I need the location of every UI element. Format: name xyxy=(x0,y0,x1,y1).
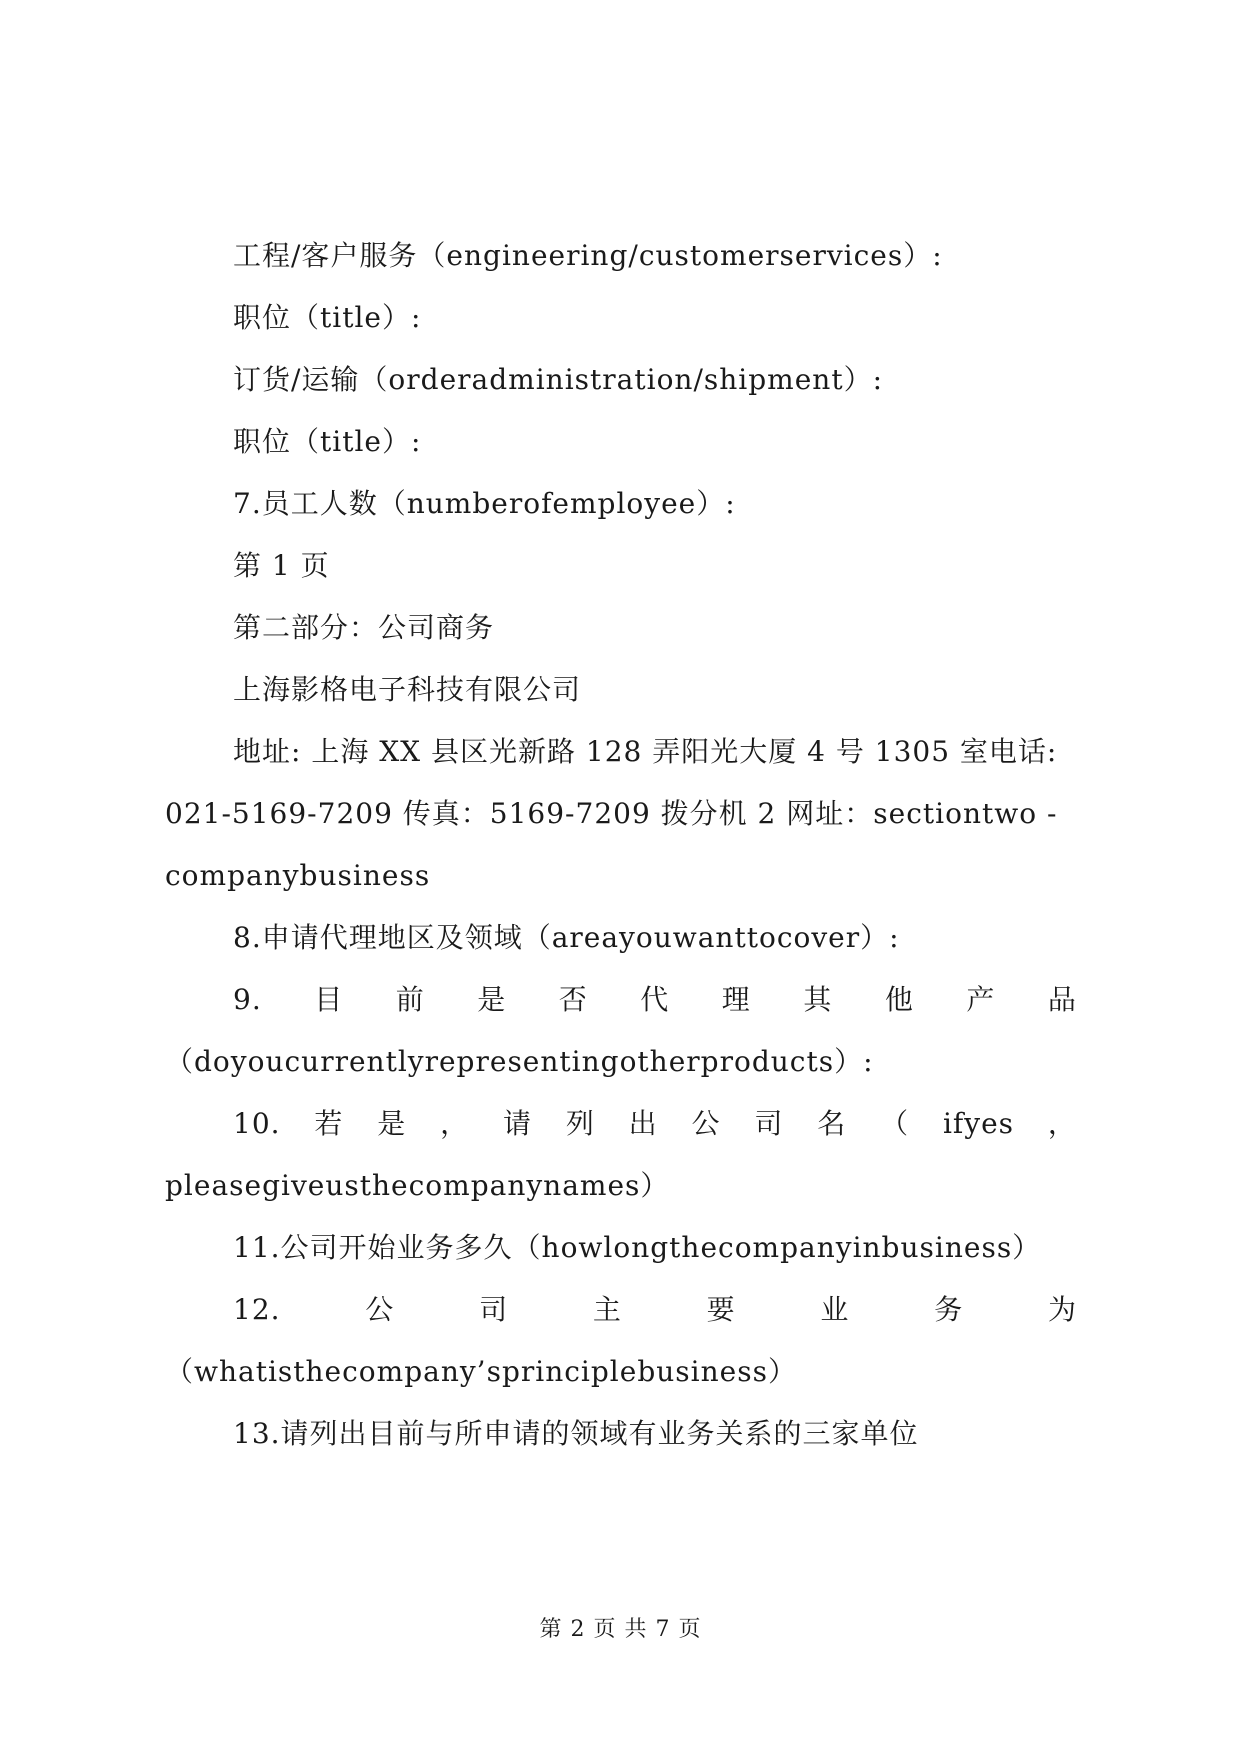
item-9-token: 否 xyxy=(558,983,588,1016)
line-order-shipment: 订货/运输（orderadministration/shipment）: xyxy=(233,363,884,396)
item-12-continuation: （whatisthecompany’sprinciplebusiness） xyxy=(165,1355,797,1388)
item-10-token: 10. xyxy=(233,1107,281,1140)
address-line-3: companybusiness xyxy=(165,859,431,892)
item-10-token: 若 xyxy=(314,1107,344,1140)
item-10-token: 司 xyxy=(754,1107,784,1140)
item-10-token: 列 xyxy=(565,1107,595,1140)
section-heading: 第二部分：公司商务 xyxy=(233,611,495,644)
item-10-token: 是 xyxy=(377,1107,407,1140)
item-9-token: 理 xyxy=(721,983,751,1016)
item-9-token: 其 xyxy=(803,983,833,1016)
item-10-continuation: pleasegiveusthecompanynames） xyxy=(165,1169,670,1202)
item-9-continuation: （doyoucurrentlyrepresentingotherproducts）: xyxy=(165,1045,874,1078)
document-body xyxy=(165,225,1077,1465)
item-12-token: 要 xyxy=(706,1293,736,1326)
item-10-token: ， xyxy=(440,1107,470,1140)
item-12-token: 公 xyxy=(365,1293,395,1326)
item-10-token: 公 xyxy=(691,1107,721,1140)
address-line-2: 021-5169-7209 传真：5169-7209 拨分机 2 网址：sectiontwo - xyxy=(165,797,1058,830)
item-12-spread xyxy=(165,1279,1077,1341)
item-9-token: 代 xyxy=(640,983,670,1016)
line-page-marker: 第 1 页 xyxy=(233,549,330,582)
item-9-token: 品 xyxy=(1047,983,1077,1016)
item-10-spread xyxy=(165,1093,1077,1155)
item-9-token: 产 xyxy=(966,983,996,1016)
item-9-token: 9. xyxy=(233,983,262,1016)
item-12-token: 司 xyxy=(479,1293,509,1326)
item-10-token: ifyes xyxy=(942,1107,1015,1140)
line-engineering: 工程/客户服务（engineering/customerservices）: xyxy=(233,239,943,272)
item-12-token: 务 xyxy=(934,1293,964,1326)
item-12-token: 为 xyxy=(1047,1293,1077,1326)
item-10-token: （ xyxy=(880,1107,910,1140)
item-10-token: 名 xyxy=(817,1107,847,1140)
item-9-spread xyxy=(165,969,1077,1031)
company-name: 上海影格电子科技有限公司 xyxy=(233,673,582,706)
item-11: 11.公司开始业务多久（howlongthecompanyinbusiness） xyxy=(233,1231,1042,1264)
address-line-1: 地址: 上海 XX 县区光新路 128 弄阳光大厦 4 号 1305 室电话: xyxy=(233,735,1058,768)
item-9-token: 是 xyxy=(477,983,507,1016)
item-9-token: 目 xyxy=(314,983,344,1016)
item-12-token: 12. xyxy=(233,1293,281,1326)
page-footer: 第 2 页 共 7 页 xyxy=(539,1617,702,1642)
item-10-token: 请 xyxy=(502,1107,532,1140)
item-9-token: 他 xyxy=(884,983,914,1016)
item-8: 8.申请代理地区及领域（areayouwanttocover）: xyxy=(233,921,900,954)
item-10-token: 出 xyxy=(628,1107,658,1140)
item-9-token: 前 xyxy=(395,983,425,1016)
item-12-token: 主 xyxy=(592,1293,622,1326)
item-13: 13.请列出目前与所申请的领域有业务关系的三家单位 xyxy=(233,1417,919,1450)
line-title-2: 职位（title）: xyxy=(233,425,422,458)
item-10-token: ， xyxy=(1047,1107,1077,1140)
line-employees: 7.员工人数（numberofemployee）: xyxy=(233,487,736,520)
line-title-1: 职位（title）: xyxy=(233,301,422,334)
item-12-token: 业 xyxy=(820,1293,850,1326)
